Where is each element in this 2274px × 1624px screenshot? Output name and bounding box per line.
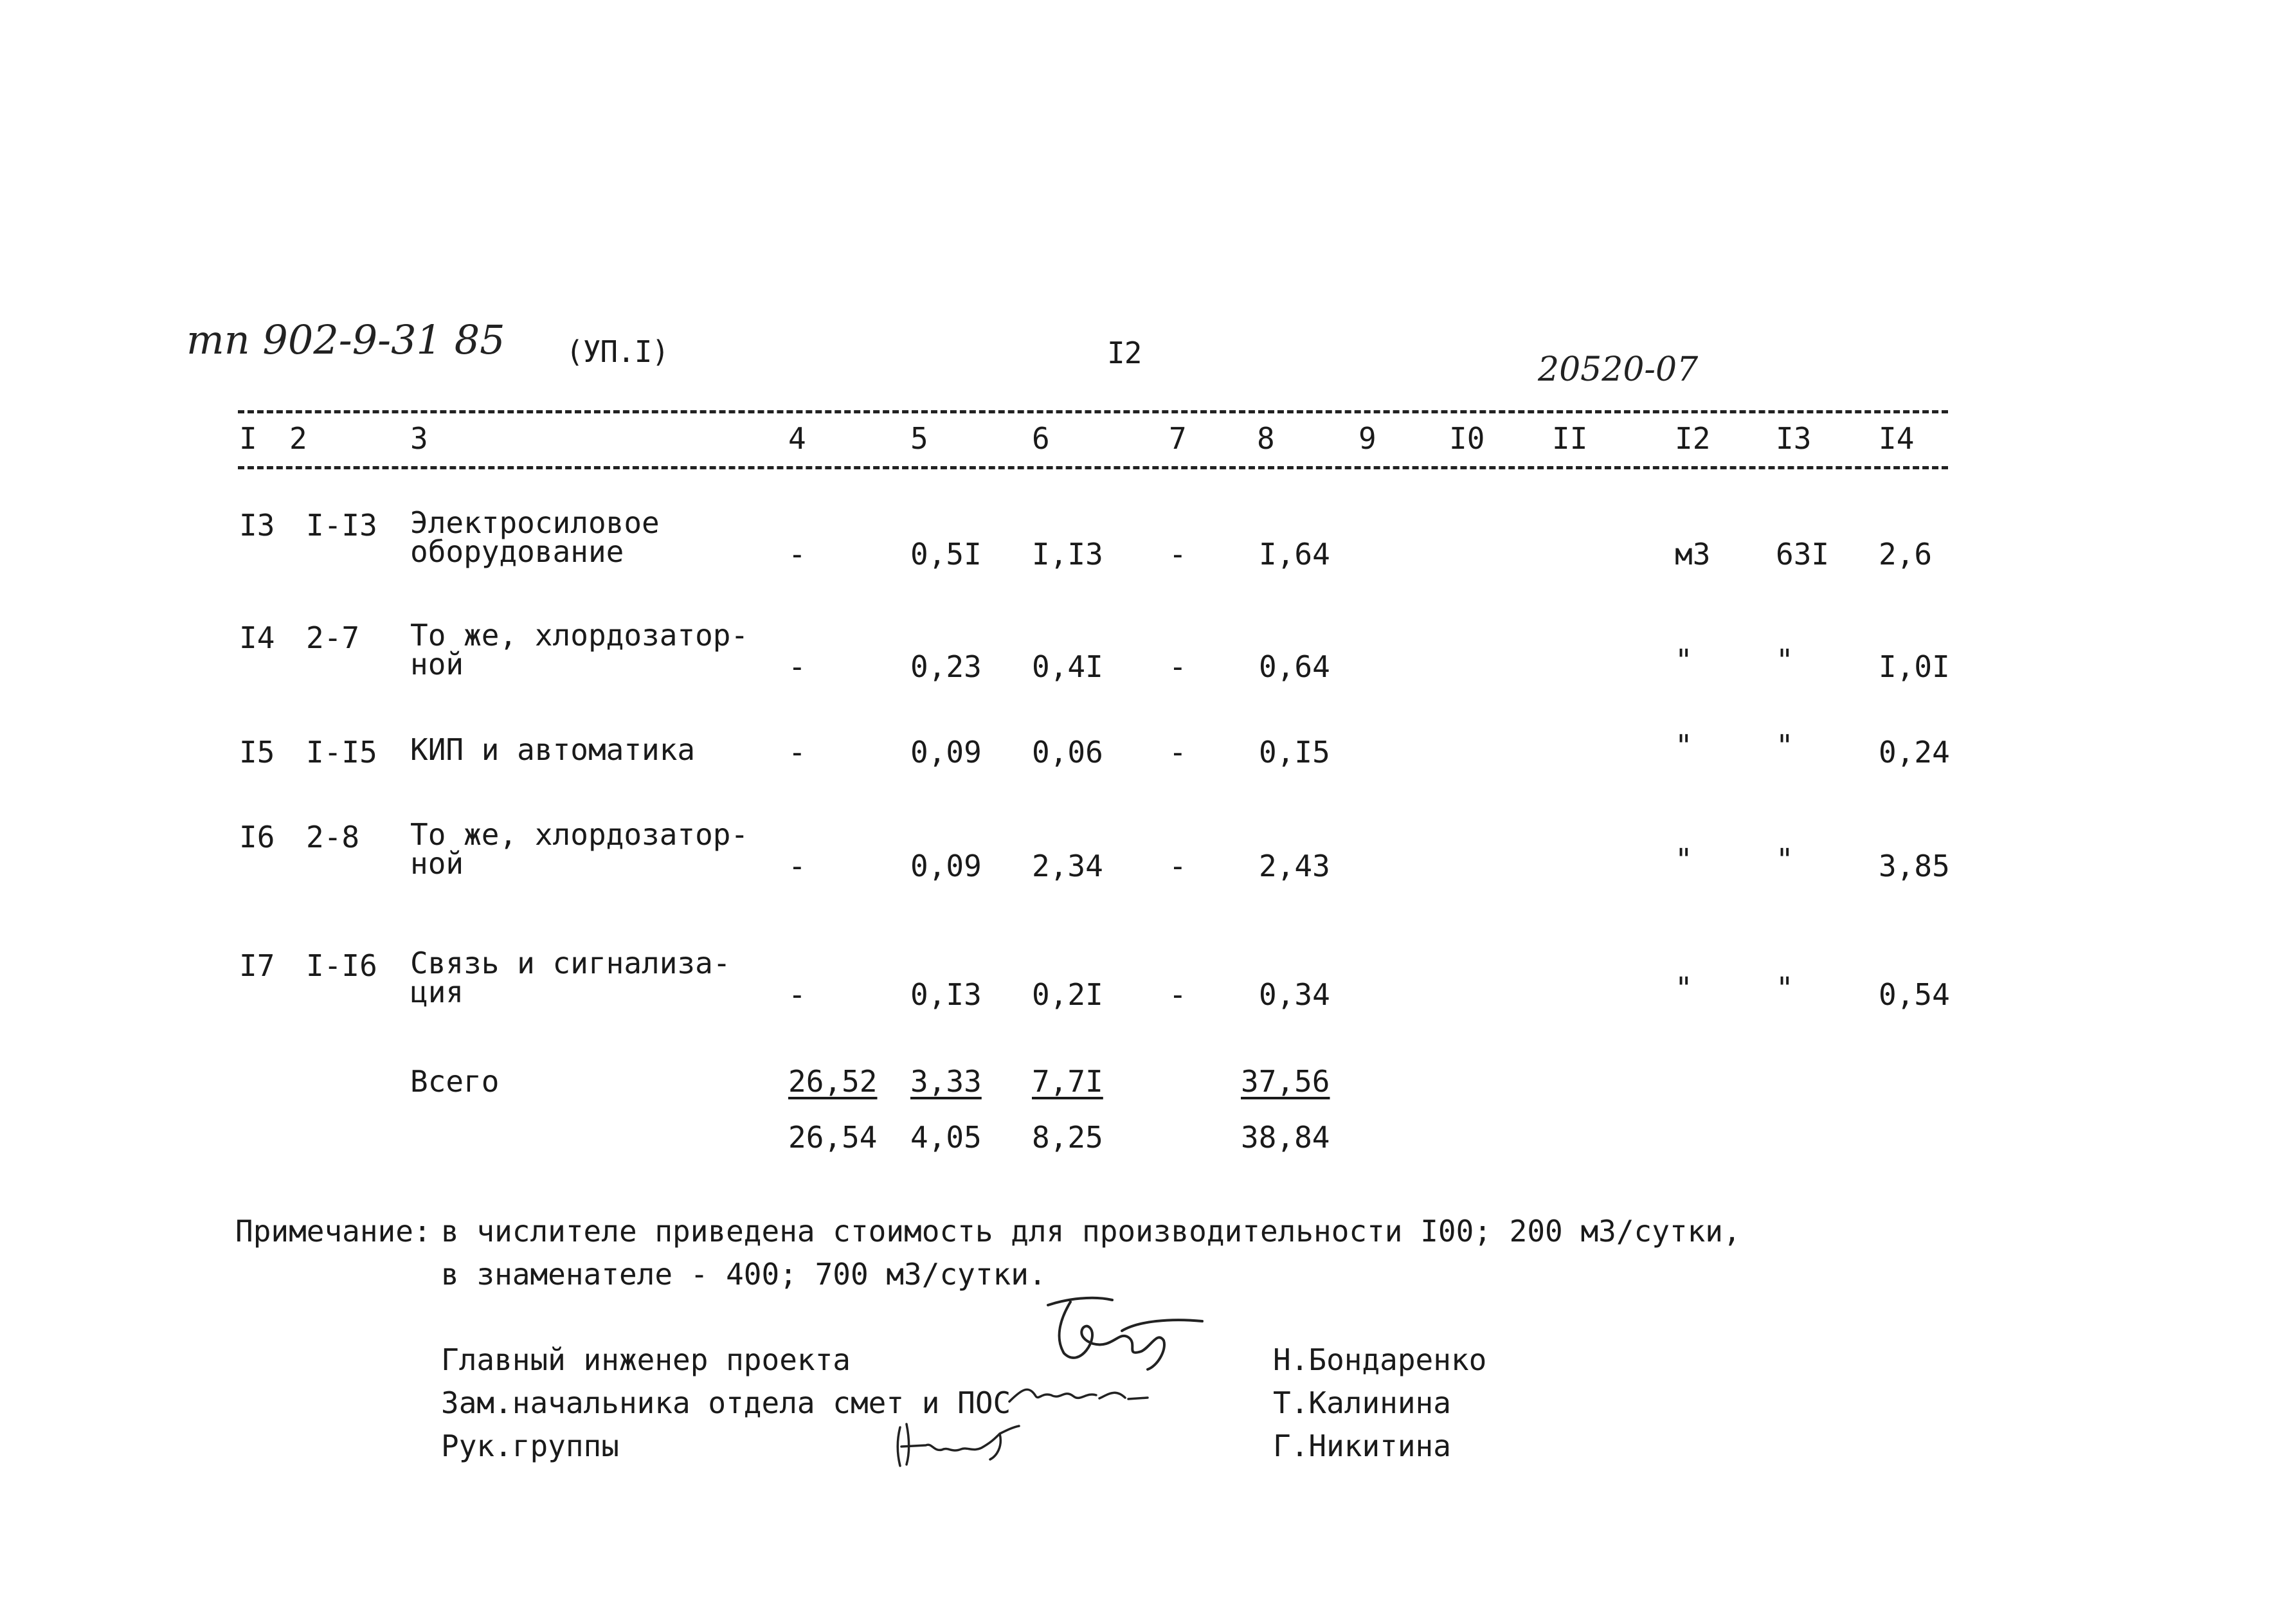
album-label: (УП.I) <box>566 334 669 369</box>
cell-col5: 0,5I <box>910 537 982 572</box>
total-numerator-col8: 37,56 <box>1241 1064 1330 1099</box>
row-ref: I-I5 <box>306 735 377 770</box>
total-numerator-col5: 3,33 <box>910 1064 982 1099</box>
total-label: Всего <box>410 1064 500 1099</box>
row-ref: I-I6 <box>306 948 377 983</box>
signature-role: Главный инженер проекта <box>441 1342 851 1377</box>
cell-col6: 0,2I <box>1032 977 1103 1012</box>
row-number: I4 <box>239 620 275 655</box>
cell-col13: " <box>1776 842 1794 877</box>
col-header: 2 <box>289 421 307 456</box>
handwritten-signature-3 <box>887 1414 1029 1472</box>
note-label: Примечание: <box>235 1214 431 1249</box>
cell-col12: " <box>1675 643 1693 678</box>
cell-col13: " <box>1776 643 1794 678</box>
doc-code: тп 902-9-31 85 <box>186 316 505 363</box>
col-header: 4 <box>788 421 806 456</box>
row-desc-line1: КИП и автоматика <box>410 732 696 767</box>
cell-col13: " <box>1776 971 1794 1006</box>
col-header: 7 <box>1169 421 1187 456</box>
signature-name: Н.Бондаренко <box>1273 1342 1487 1377</box>
col-header: I0 <box>1449 421 1485 456</box>
cell-col6: 0,4I <box>1032 649 1103 684</box>
cell-col12: м3 <box>1675 537 1711 572</box>
cell-col8: 0,64 <box>1259 649 1330 684</box>
cell-col4: - <box>788 849 806 883</box>
row-desc-line1: То же, хлордозатор- <box>410 817 749 852</box>
cell-col7: - <box>1169 977 1187 1012</box>
note-line2: в знаменателе - 400; 700 м3/сутки. <box>441 1257 1047 1292</box>
cell-col13: 63I <box>1776 537 1830 572</box>
total-numerator-col4: 26,52 <box>788 1064 878 1099</box>
col-header: II <box>1552 421 1588 456</box>
cell-col14: 2,6 <box>1879 537 1933 572</box>
cell-col4: - <box>788 735 806 770</box>
cell-col4: - <box>788 649 806 684</box>
total-denominator-col4: 26,54 <box>788 1120 878 1155</box>
cell-col6: 2,34 <box>1032 849 1103 883</box>
cell-col7: - <box>1169 849 1187 883</box>
cell-col4: - <box>788 537 806 572</box>
handwritten-signature-1 <box>1009 1292 1215 1376</box>
row-number: I5 <box>239 735 275 770</box>
col-header: 3 <box>410 421 428 456</box>
signature-name: Т.Калинина <box>1273 1385 1451 1420</box>
signature-role: Рук.группы <box>441 1429 619 1463</box>
stamp-number: 20520-07 <box>1538 350 1699 389</box>
row-desc-line2: оборудование <box>410 534 624 569</box>
cell-col14: 0,54 <box>1879 977 1950 1012</box>
page-number: I2 <box>1107 336 1142 370</box>
cell-col12: " <box>1675 728 1693 763</box>
cell-col8: 2,43 <box>1259 849 1330 883</box>
col-header: 6 <box>1032 421 1050 456</box>
cell-col6: 0,06 <box>1032 735 1103 770</box>
signature-name: Г.Никитина <box>1273 1429 1451 1463</box>
cell-col14: 3,85 <box>1879 849 1950 883</box>
cell-col5: 0,09 <box>910 849 982 883</box>
row-ref: 2-8 <box>306 820 360 854</box>
total-numerator-col6: 7,7I <box>1032 1064 1103 1099</box>
row-number: I6 <box>239 820 275 854</box>
cell-col14: 0,24 <box>1879 735 1950 770</box>
row-desc-line1: То же, хлордозатор- <box>410 618 749 653</box>
col-header: I <box>239 421 257 456</box>
row-ref: I-I3 <box>306 508 377 543</box>
row-desc-line1: Электросиловое <box>410 505 660 540</box>
cell-col6: I,I3 <box>1032 537 1103 572</box>
cell-col8: 0,I5 <box>1259 735 1330 770</box>
col-header: 5 <box>910 421 928 456</box>
cell-col7: - <box>1169 735 1187 770</box>
row-desc-line2: ной <box>410 846 464 881</box>
cell-col12: " <box>1675 971 1693 1006</box>
note-line1: в числителе приведена стоимость для производительности I00; 200 м3/сутки, <box>441 1214 1741 1249</box>
row-ref: 2-7 <box>306 620 360 655</box>
cell-col5: 0,09 <box>910 735 982 770</box>
header-rule-bottom <box>238 466 1948 469</box>
header-rule-top <box>238 410 1948 413</box>
row-number: I3 <box>239 508 275 543</box>
handwritten-signature-2 <box>1003 1376 1151 1414</box>
total-denominator-col5: 4,05 <box>910 1120 982 1155</box>
cell-col5: 0,23 <box>910 649 982 684</box>
col-header: I2 <box>1675 421 1711 456</box>
cell-col12: " <box>1675 842 1693 877</box>
cell-col8: I,64 <box>1259 537 1330 572</box>
cell-col7: - <box>1169 537 1187 572</box>
row-desc-line2: ной <box>410 647 464 681</box>
signature-role: Зам.начальника отдела смет и ПОС <box>441 1385 1011 1420</box>
cell-col8: 0,34 <box>1259 977 1330 1012</box>
cell-col14: I,0I <box>1879 649 1950 684</box>
cell-col7: - <box>1169 649 1187 684</box>
row-desc-line2: ция <box>410 975 464 1009</box>
col-header: 9 <box>1358 421 1376 456</box>
total-denominator-col8: 38,84 <box>1241 1120 1330 1155</box>
col-header: 8 <box>1257 421 1275 456</box>
cell-col5: 0,I3 <box>910 977 982 1012</box>
total-denominator-col6: 8,25 <box>1032 1120 1103 1155</box>
cell-col4: - <box>788 977 806 1012</box>
cell-col13: " <box>1776 728 1794 763</box>
row-number: I7 <box>239 948 275 983</box>
row-desc-line1: Связь и сигнализа- <box>410 946 731 980</box>
col-header: I4 <box>1879 421 1915 456</box>
col-header: I3 <box>1776 421 1812 456</box>
